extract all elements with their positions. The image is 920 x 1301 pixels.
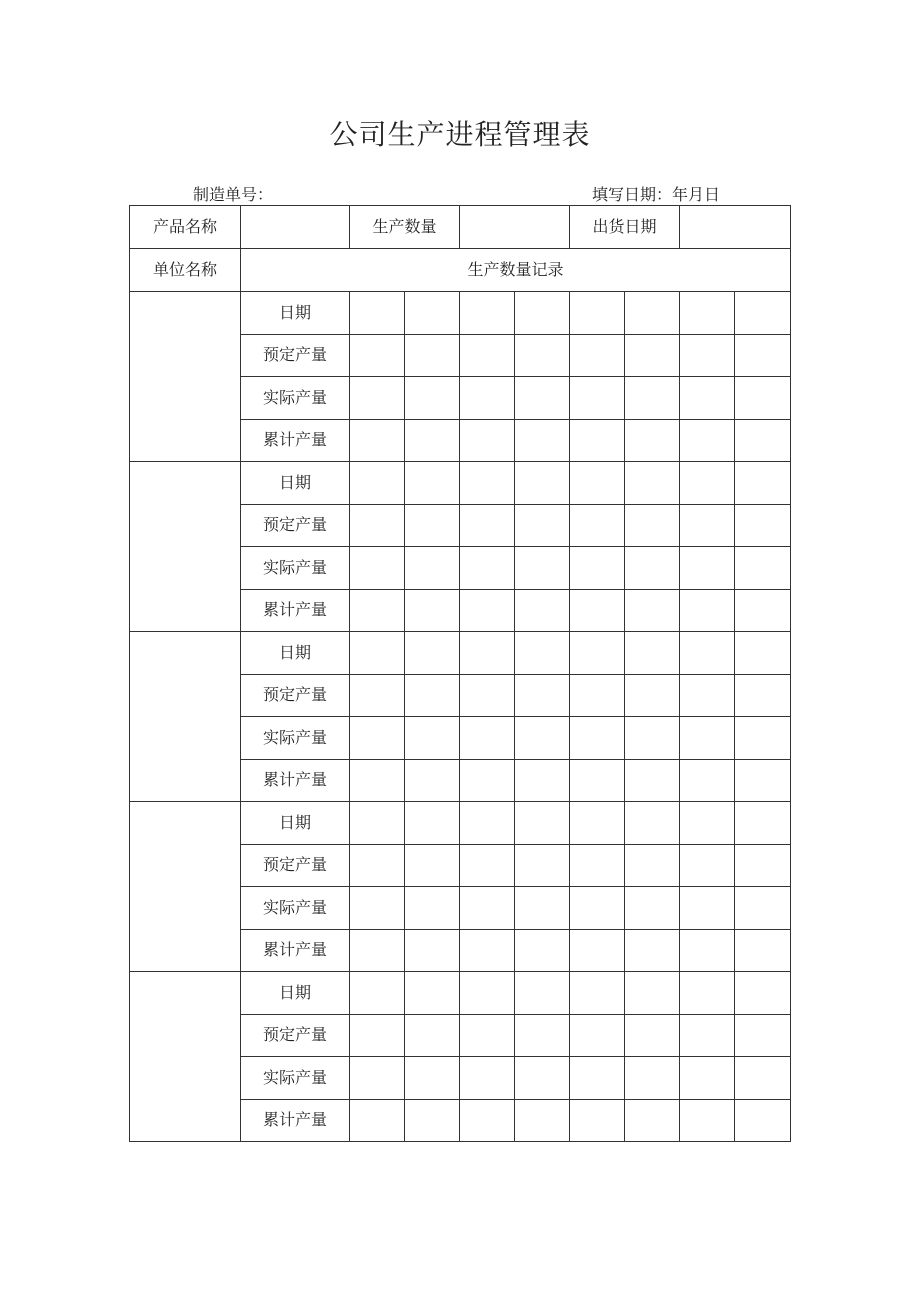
record-cell[interactable]	[515, 844, 570, 887]
record-cell[interactable]	[570, 547, 625, 590]
record-cell[interactable]	[680, 547, 735, 590]
record-cell[interactable]	[515, 674, 570, 717]
record-cell[interactable]	[405, 1099, 460, 1142]
row-label: 预定产量	[241, 504, 350, 547]
record-cell[interactable]	[735, 462, 791, 505]
record-cell[interactable]	[625, 1014, 680, 1057]
record-cell[interactable]	[460, 1014, 515, 1057]
record-cell[interactable]	[680, 887, 735, 930]
record-cell[interactable]	[460, 972, 515, 1015]
row-label: 预定产量	[241, 1014, 350, 1057]
record-cell[interactable]	[350, 589, 405, 632]
row-label: 累计产量	[241, 419, 350, 462]
record-cell[interactable]	[735, 547, 791, 590]
record-cell[interactable]	[405, 292, 460, 335]
ship-date-label: 出货日期	[570, 206, 680, 249]
record-cell[interactable]	[350, 972, 405, 1015]
record-cell[interactable]	[405, 674, 460, 717]
record-cell[interactable]	[680, 802, 735, 845]
fill-date-label: 填写日期：年月日	[592, 185, 721, 204]
row-label: 预定产量	[241, 844, 350, 887]
record-cell[interactable]	[625, 1099, 680, 1142]
record-cell[interactable]	[460, 802, 515, 845]
record-cell[interactable]	[405, 547, 460, 590]
record-cell[interactable]	[515, 334, 570, 377]
table-row	[130, 632, 791, 675]
record-cell[interactable]	[515, 717, 570, 760]
record-cell[interactable]	[625, 674, 680, 717]
record-cell[interactable]	[625, 462, 680, 505]
record-cell[interactable]	[515, 1014, 570, 1057]
record-cell[interactable]	[350, 759, 405, 802]
record-cell[interactable]	[515, 1099, 570, 1142]
record-cell[interactable]	[680, 674, 735, 717]
record-cell[interactable]	[405, 334, 460, 377]
row-label: 实际产量	[241, 1057, 350, 1100]
record-cell[interactable]	[350, 292, 405, 335]
record-cell[interactable]	[625, 844, 680, 887]
record-cell[interactable]	[570, 504, 625, 547]
record-cell[interactable]	[515, 462, 570, 505]
record-cell[interactable]	[570, 929, 625, 972]
record-cell[interactable]	[735, 292, 791, 335]
record-cell[interactable]	[350, 887, 405, 930]
record-cell[interactable]	[735, 972, 791, 1015]
record-cell[interactable]	[515, 972, 570, 1015]
record-cell[interactable]	[680, 1099, 735, 1142]
record-cell[interactable]	[350, 462, 405, 505]
production-progress-table	[129, 205, 791, 1142]
record-cell[interactable]	[350, 419, 405, 462]
unit-name-cell[interactable]	[130, 632, 241, 802]
record-cell[interactable]	[405, 504, 460, 547]
record-cell[interactable]	[735, 504, 791, 547]
record-cell[interactable]	[350, 547, 405, 590]
record-cell[interactable]	[405, 972, 460, 1015]
product-name-value-cell[interactable]	[241, 206, 350, 249]
record-cell[interactable]	[625, 887, 680, 930]
record-cell[interactable]	[405, 589, 460, 632]
record-cell[interactable]	[625, 292, 680, 335]
record-cell[interactable]	[570, 1057, 625, 1100]
record-cell[interactable]	[460, 632, 515, 675]
unit-name-cell[interactable]	[130, 292, 241, 462]
record-cell[interactable]	[735, 377, 791, 420]
record-cell[interactable]	[570, 972, 625, 1015]
record-cell[interactable]	[515, 929, 570, 972]
row-label: 日期	[241, 632, 350, 675]
row-label: 累计产量	[241, 929, 350, 972]
record-cell[interactable]	[350, 504, 405, 547]
record-cell[interactable]	[570, 1099, 625, 1142]
record-cell[interactable]	[680, 1014, 735, 1057]
record-cell[interactable]	[735, 802, 791, 845]
record-cell[interactable]	[680, 292, 735, 335]
record-cell[interactable]	[625, 334, 680, 377]
row-label: 累计产量	[241, 589, 350, 632]
row-label: 日期	[241, 292, 350, 335]
record-cell[interactable]	[735, 717, 791, 760]
record-cell[interactable]	[625, 504, 680, 547]
record-cell[interactable]	[570, 887, 625, 930]
record-cell[interactable]	[735, 1099, 791, 1142]
record-cell[interactable]	[405, 632, 460, 675]
record-cell[interactable]	[570, 377, 625, 420]
record-cell[interactable]	[515, 802, 570, 845]
record-cell[interactable]	[350, 632, 405, 675]
record-cell[interactable]	[515, 292, 570, 335]
record-cell[interactable]	[515, 632, 570, 675]
records-header: 生产数量记录	[241, 249, 791, 292]
record-cell[interactable]	[405, 929, 460, 972]
record-cell[interactable]	[460, 717, 515, 760]
record-cell[interactable]	[405, 759, 460, 802]
row-label: 日期	[241, 802, 350, 845]
record-cell[interactable]	[680, 419, 735, 462]
record-cell[interactable]	[460, 292, 515, 335]
table-row	[130, 972, 791, 1015]
record-cell[interactable]	[460, 504, 515, 547]
row-label: 日期	[241, 972, 350, 1015]
row-label: 累计产量	[241, 1099, 350, 1142]
record-cell[interactable]	[680, 504, 735, 547]
record-cell[interactable]	[405, 802, 460, 845]
record-cell[interactable]	[735, 759, 791, 802]
record-cell[interactable]	[460, 887, 515, 930]
unit-name-cell[interactable]	[130, 802, 241, 972]
ship-date-value-cell[interactable]	[680, 206, 791, 249]
record-cell[interactable]	[625, 717, 680, 760]
record-cell[interactable]	[570, 674, 625, 717]
record-cell[interactable]	[350, 1099, 405, 1142]
row-label: 预定产量	[241, 334, 350, 377]
record-cell[interactable]	[405, 1014, 460, 1057]
record-cell[interactable]	[405, 377, 460, 420]
record-cell[interactable]	[350, 844, 405, 887]
record-cell[interactable]	[515, 377, 570, 420]
record-cell[interactable]	[460, 419, 515, 462]
record-cell[interactable]	[405, 419, 460, 462]
record-cell[interactable]	[735, 632, 791, 675]
record-cell[interactable]	[570, 589, 625, 632]
record-cell[interactable]	[460, 1057, 515, 1100]
record-cell[interactable]	[350, 334, 405, 377]
record-cell[interactable]	[570, 717, 625, 760]
record-cell[interactable]	[350, 1057, 405, 1100]
record-cell[interactable]	[735, 887, 791, 930]
record-cell[interactable]	[405, 462, 460, 505]
record-cell[interactable]	[735, 334, 791, 377]
record-cell[interactable]	[350, 802, 405, 845]
record-cell[interactable]	[350, 377, 405, 420]
record-cell[interactable]	[515, 589, 570, 632]
record-cell[interactable]	[625, 632, 680, 675]
record-cell[interactable]	[570, 462, 625, 505]
record-cell[interactable]	[570, 844, 625, 887]
row-label: 实际产量	[241, 887, 350, 930]
record-cell[interactable]	[625, 547, 680, 590]
header-row-product	[130, 206, 791, 249]
record-cell[interactable]	[405, 887, 460, 930]
record-cell[interactable]	[460, 759, 515, 802]
header-row-unit	[130, 249, 791, 292]
record-cell[interactable]	[460, 589, 515, 632]
record-cell[interactable]	[625, 1057, 680, 1100]
record-cell[interactable]	[735, 674, 791, 717]
record-cell[interactable]	[515, 1057, 570, 1100]
record-cell[interactable]	[570, 292, 625, 335]
record-cell[interactable]	[680, 589, 735, 632]
record-cell[interactable]	[625, 377, 680, 420]
record-cell[interactable]	[735, 589, 791, 632]
record-cell[interactable]	[570, 1014, 625, 1057]
record-cell[interactable]	[625, 802, 680, 845]
record-cell[interactable]	[515, 419, 570, 462]
record-cell[interactable]	[350, 929, 405, 972]
record-cell[interactable]	[680, 717, 735, 760]
record-cell[interactable]	[735, 1057, 791, 1100]
production-qty-label: 生产数量	[350, 206, 460, 249]
table-row	[130, 462, 791, 505]
record-cell[interactable]	[735, 419, 791, 462]
record-cell[interactable]	[680, 462, 735, 505]
record-cell[interactable]	[570, 802, 625, 845]
record-cell[interactable]	[625, 589, 680, 632]
record-cell[interactable]	[735, 929, 791, 972]
record-cell[interactable]	[515, 547, 570, 590]
record-cell[interactable]	[460, 377, 515, 420]
record-cell[interactable]	[460, 844, 515, 887]
record-cell[interactable]	[460, 929, 515, 972]
record-cell[interactable]	[680, 844, 735, 887]
record-cell[interactable]	[680, 377, 735, 420]
record-cell[interactable]	[570, 334, 625, 377]
unit-name-cell[interactable]	[130, 972, 241, 1142]
record-cell[interactable]	[460, 674, 515, 717]
row-label: 实际产量	[241, 547, 350, 590]
record-cell[interactable]	[570, 632, 625, 675]
record-cell[interactable]	[680, 1057, 735, 1100]
unit-name-label: 单位名称	[130, 249, 241, 292]
record-cell[interactable]	[460, 1099, 515, 1142]
record-cell[interactable]	[405, 844, 460, 887]
row-label: 实际产量	[241, 377, 350, 420]
table-row	[130, 802, 791, 845]
record-cell[interactable]	[625, 972, 680, 1015]
product-name-label: 产品名称	[130, 206, 241, 249]
row-label: 预定产量	[241, 674, 350, 717]
row-label: 日期	[241, 462, 350, 505]
record-cell[interactable]	[570, 759, 625, 802]
record-cell[interactable]	[625, 419, 680, 462]
record-cell[interactable]	[680, 929, 735, 972]
record-cell[interactable]	[680, 632, 735, 675]
record-cell[interactable]	[405, 1057, 460, 1100]
record-cell[interactable]	[625, 759, 680, 802]
record-cell[interactable]	[680, 972, 735, 1015]
record-cell[interactable]	[680, 759, 735, 802]
record-cell[interactable]	[350, 674, 405, 717]
record-cell[interactable]	[570, 419, 625, 462]
record-cell[interactable]	[350, 1014, 405, 1057]
table-row	[130, 292, 791, 335]
record-cell[interactable]	[405, 717, 460, 760]
record-cell[interactable]	[515, 887, 570, 930]
record-cell[interactable]	[680, 334, 735, 377]
record-cell[interactable]	[515, 504, 570, 547]
unit-name-cell[interactable]	[130, 462, 241, 632]
row-label: 实际产量	[241, 717, 350, 760]
order-number-label: 制造单号：	[193, 185, 274, 204]
row-label: 累计产量	[241, 759, 350, 802]
record-cell[interactable]	[515, 759, 570, 802]
record-cell[interactable]	[625, 929, 680, 972]
page-title: 公司生产进程管理表	[329, 118, 591, 151]
record-cell[interactable]	[460, 334, 515, 377]
production-qty-value-cell[interactable]	[460, 206, 570, 249]
record-cell[interactable]	[735, 844, 791, 887]
record-cell[interactable]	[460, 547, 515, 590]
record-cell[interactable]	[735, 1014, 791, 1057]
record-cell[interactable]	[350, 717, 405, 760]
record-cell[interactable]	[460, 462, 515, 505]
